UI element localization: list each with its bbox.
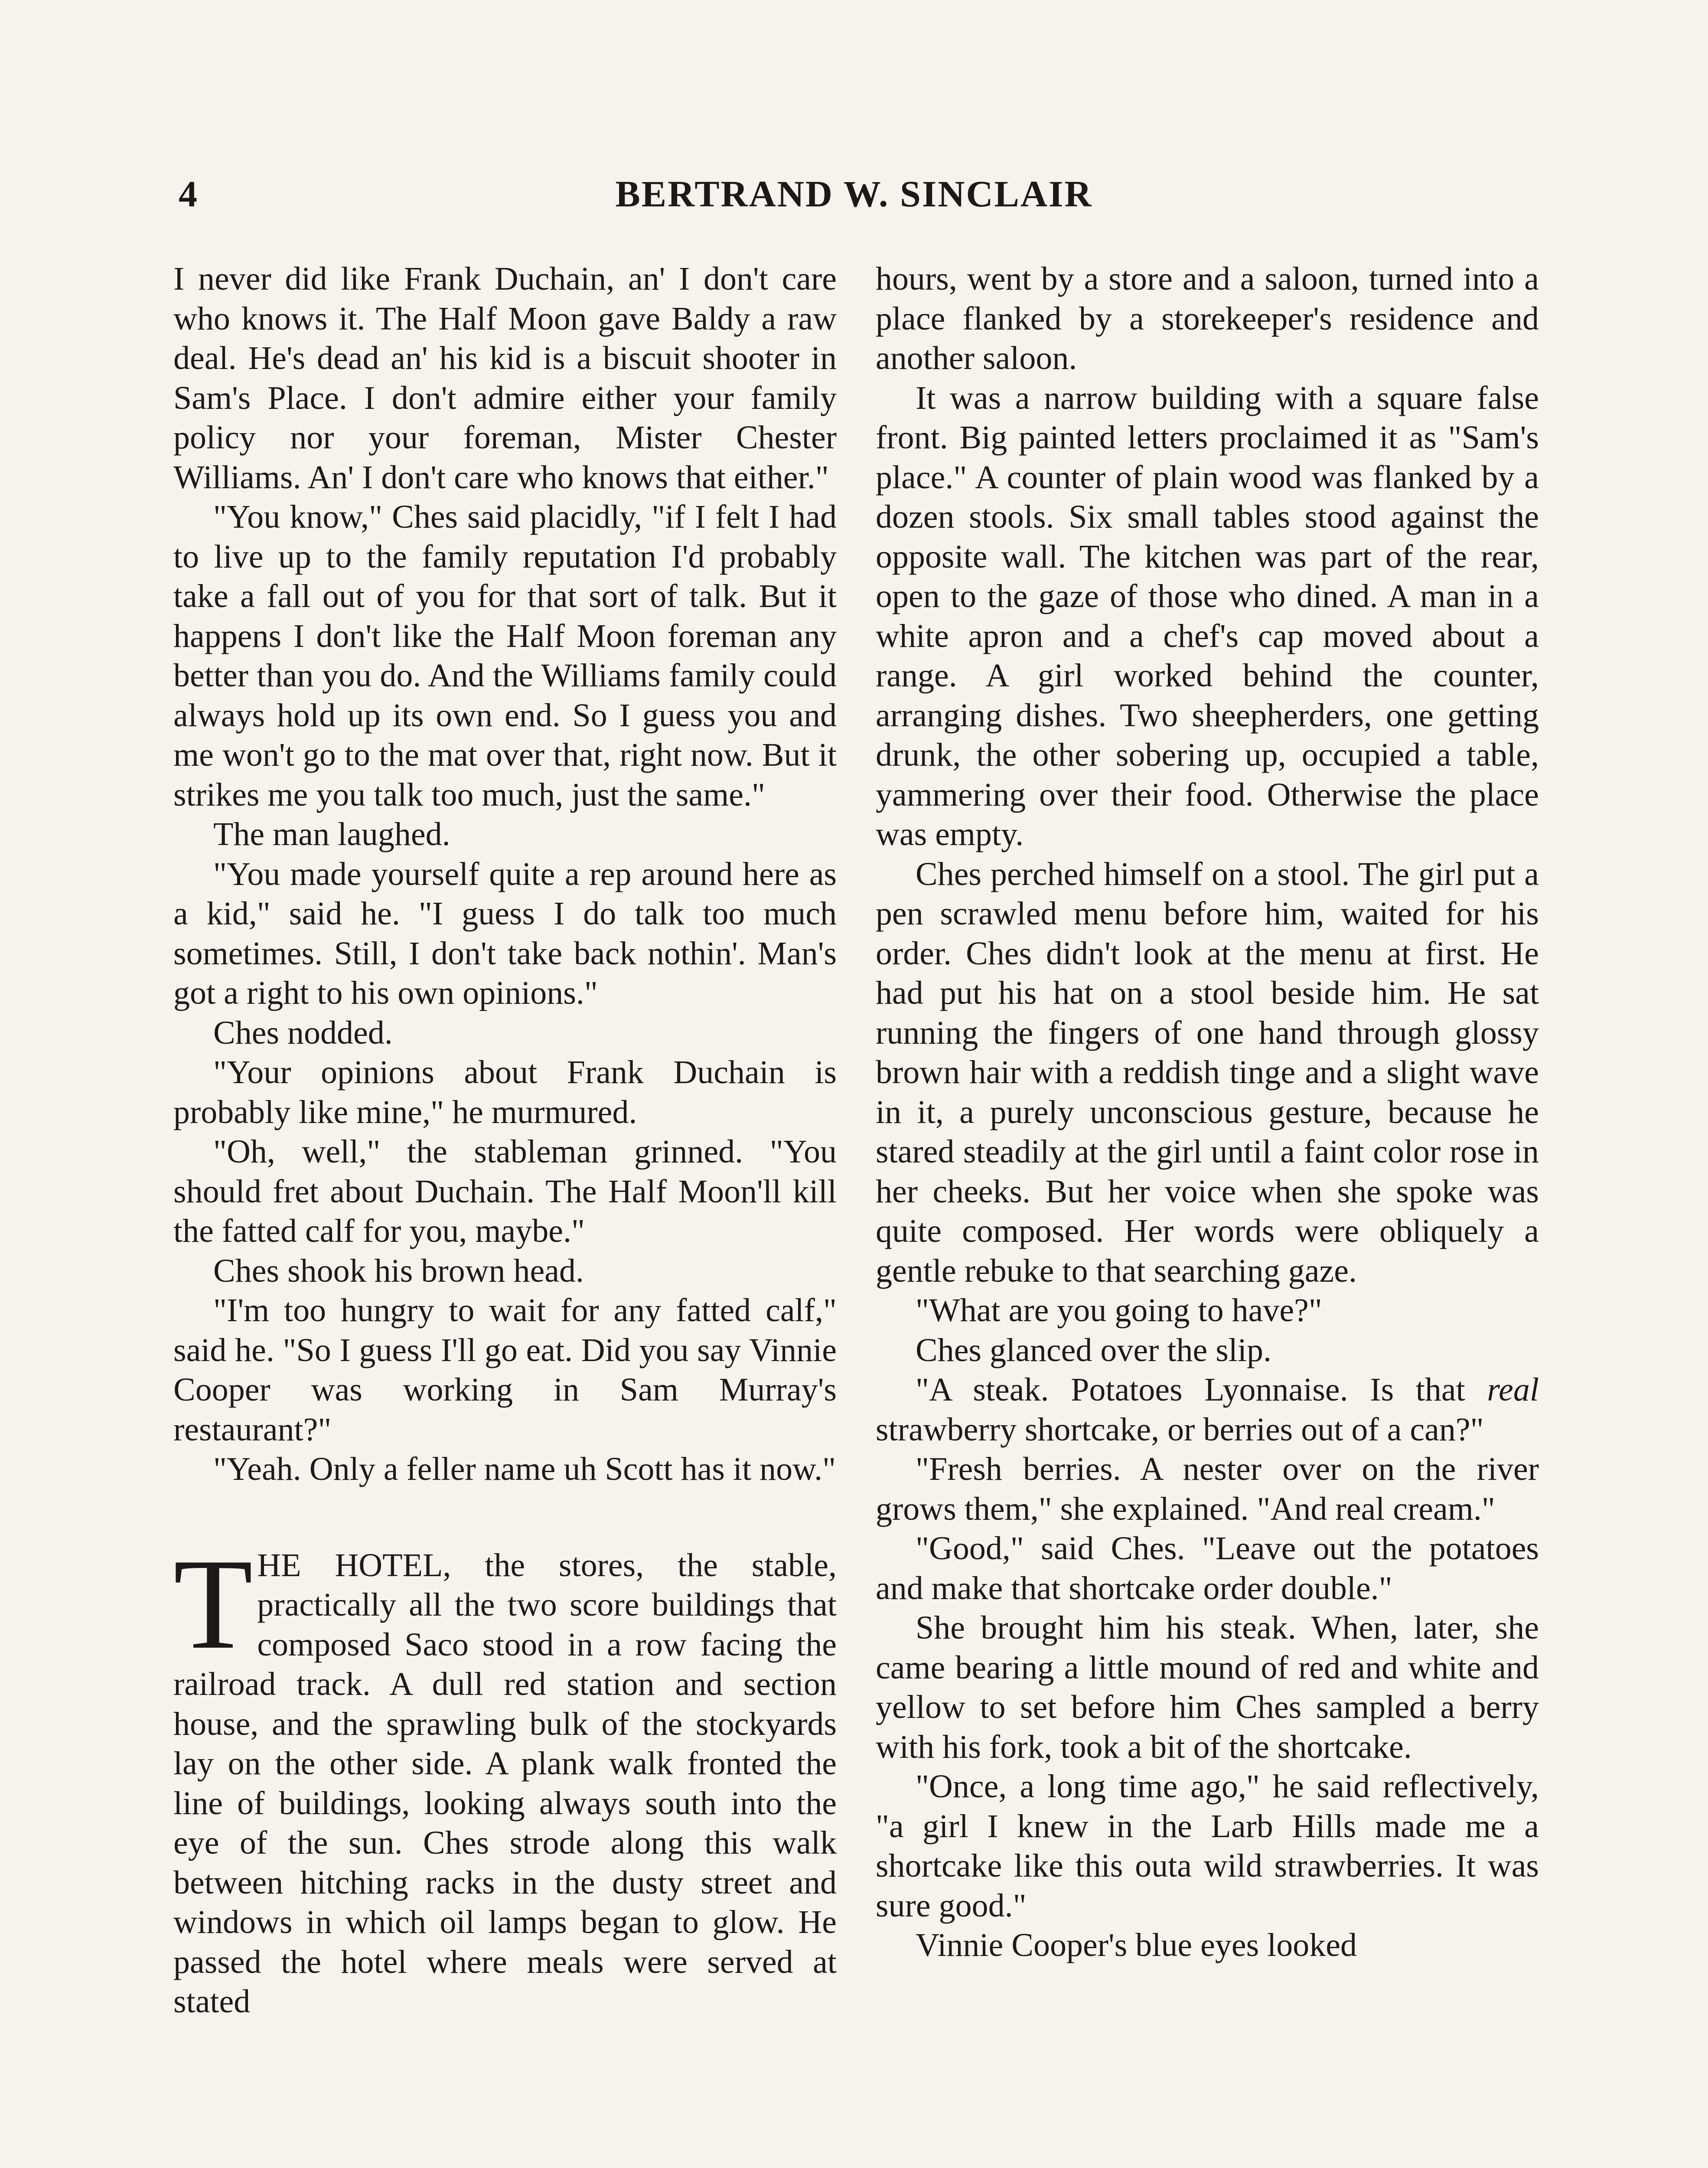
italic-word: real (1487, 1371, 1539, 1408)
drop-cap: T (173, 1531, 253, 1676)
paragraph: Ches shook his brown head. (213, 1252, 584, 1289)
paragraph (876, 1370, 1539, 1450)
left-column (173, 259, 837, 2022)
paragraph: Vinnie Cooper's blue eyes looked (916, 1927, 1357, 1963)
paragraph: I never did like Frank Duchain, an' I don't care who knows it. The Half Moon gave Baldy a raw deal. He's dead an' his kid is a biscuit shooter in Sam's Place. I don't admire either your family policy nor your foreman, Mister Chester Williams. An' I don't care who knows that either." (173, 261, 837, 496)
paragraph-text: the stores, the stable, practically all the two score buildings that composed Saco stood in a row facing the railroad track. A dull red station and section house, and the sprawling bulk of the stockyards lay on the other side. A plank walk fronted the line of buildings, looking always south into the eye of the sun. Ches strode along this walk between hitching racks in the dusty street and windows in which oil lamps began to glow. He passed the hotel where meals were served at stated (173, 1547, 837, 2020)
paragraph: "Your opinions about Frank Duchain is probably like mine," he murmured. (173, 1054, 837, 1130)
paragraph: "Fresh berries. A nester over on the river grows them," she explained. "And real cream." (876, 1451, 1539, 1527)
paragraph: "What are you going to have?" (916, 1292, 1322, 1329)
section-opening-paragraph (173, 1531, 837, 2022)
paragraph: Ches glanced over the slip. (916, 1332, 1272, 1368)
section-break (173, 1489, 837, 1546)
page-number: 4 (179, 173, 197, 215)
paragraph: "You made yourself quite a rep around here as a kid," said he. "I guess I do talk too much sometimes. Still, I don't take back nothin'. Man's got a right to his own opinions." (173, 855, 837, 1011)
paragraph: The man laughed. (213, 816, 450, 852)
paragraph: hours, went by a store and a saloon, turned into a place flanked by a storekeeper's residence and another saloon. (876, 261, 1539, 376)
paragraph: She brought him his steak. When, later, she came bearing a little mound of red and white and yellow to set before him Ches sampled a berry with his fork, took a bit of the shortcake. (876, 1610, 1539, 1765)
paragraph: Ches perched himself on a stool. The girl put a pen scrawled menu before him, waited for his order. Ches didn't look at the menu at first. He had put his hat on a stool beside him. He sat running the fingers of one hand through glossy brown hair with a reddish tinge and a slight wave in it, a purely unconscious gesture, because he stared steadily at the girl until a faint color rose in her cheeks. But her voice when she spoke was quite composed. Her words were obliquely a gentle rebuke to that searching gaze. (876, 855, 1539, 1289)
paragraph-text: strawberry shortcake, or berries out of a can?" (876, 1411, 1484, 1448)
paragraph: "I'm too hungry to wait for any fatted calf," said he. "So I guess I'll go eat. Did you say Vinnie Cooper was working in Sam Murray's restaurant?" (173, 1292, 837, 1448)
right-column (876, 259, 1539, 1966)
paragraph: "Yeah. Only a feller name uh Scott has it now." (213, 1451, 836, 1487)
paragraph: "Good," said Ches. "Leave out the potatoes and make that shortcake order double." (876, 1530, 1539, 1606)
paragraph: "Oh, well," the stableman grinned. "You should fret about Duchain. The Half Moon'll kill the fatted calf for you, maybe." (173, 1133, 837, 1249)
paragraph-text: "A steak. Potatoes Lyonnaise. Is that (916, 1371, 1487, 1408)
section-lead-in: HE HOTEL, (257, 1547, 451, 1584)
running-head: BERTRAND W. SINCLAIR (615, 173, 1093, 215)
paragraph: "Once, a long time ago," he said reflectively, "a girl I knew in the Larb Hills made me a shortcake like this outa wild strawberries. It was sure good." (876, 1768, 1539, 1924)
paragraph: "You know," Ches said placidly, "if I felt I had to live up to the family reputation I'd probably take a fall out of you for that sort of talk. But it happens I don't like the Half Moon foreman any better than you do. And the Williams family could always hold up its own end. So I guess you and me won't go to the mat over that, right now. But it strikes me you talk too much, just the same." (173, 499, 837, 813)
paragraph: Ches nodded. (213, 1014, 393, 1051)
paragraph: It was a narrow building with a square false front. Big painted letters proclaimed it as "Sam's place." A counter of plain wood was flanked by a dozen stools. Six small tables stood against the opposite wall. The kitchen was part of the rear, open to the gaze of those who dined. A man in a white apron and a chef's cap moved about a range. A girl worked behind the counter, arranging dishes. Two sheepherders, one getting drunk, the other sobering up, occupied a table, yammering over their food. Otherwise the place was empty. (876, 379, 1539, 852)
